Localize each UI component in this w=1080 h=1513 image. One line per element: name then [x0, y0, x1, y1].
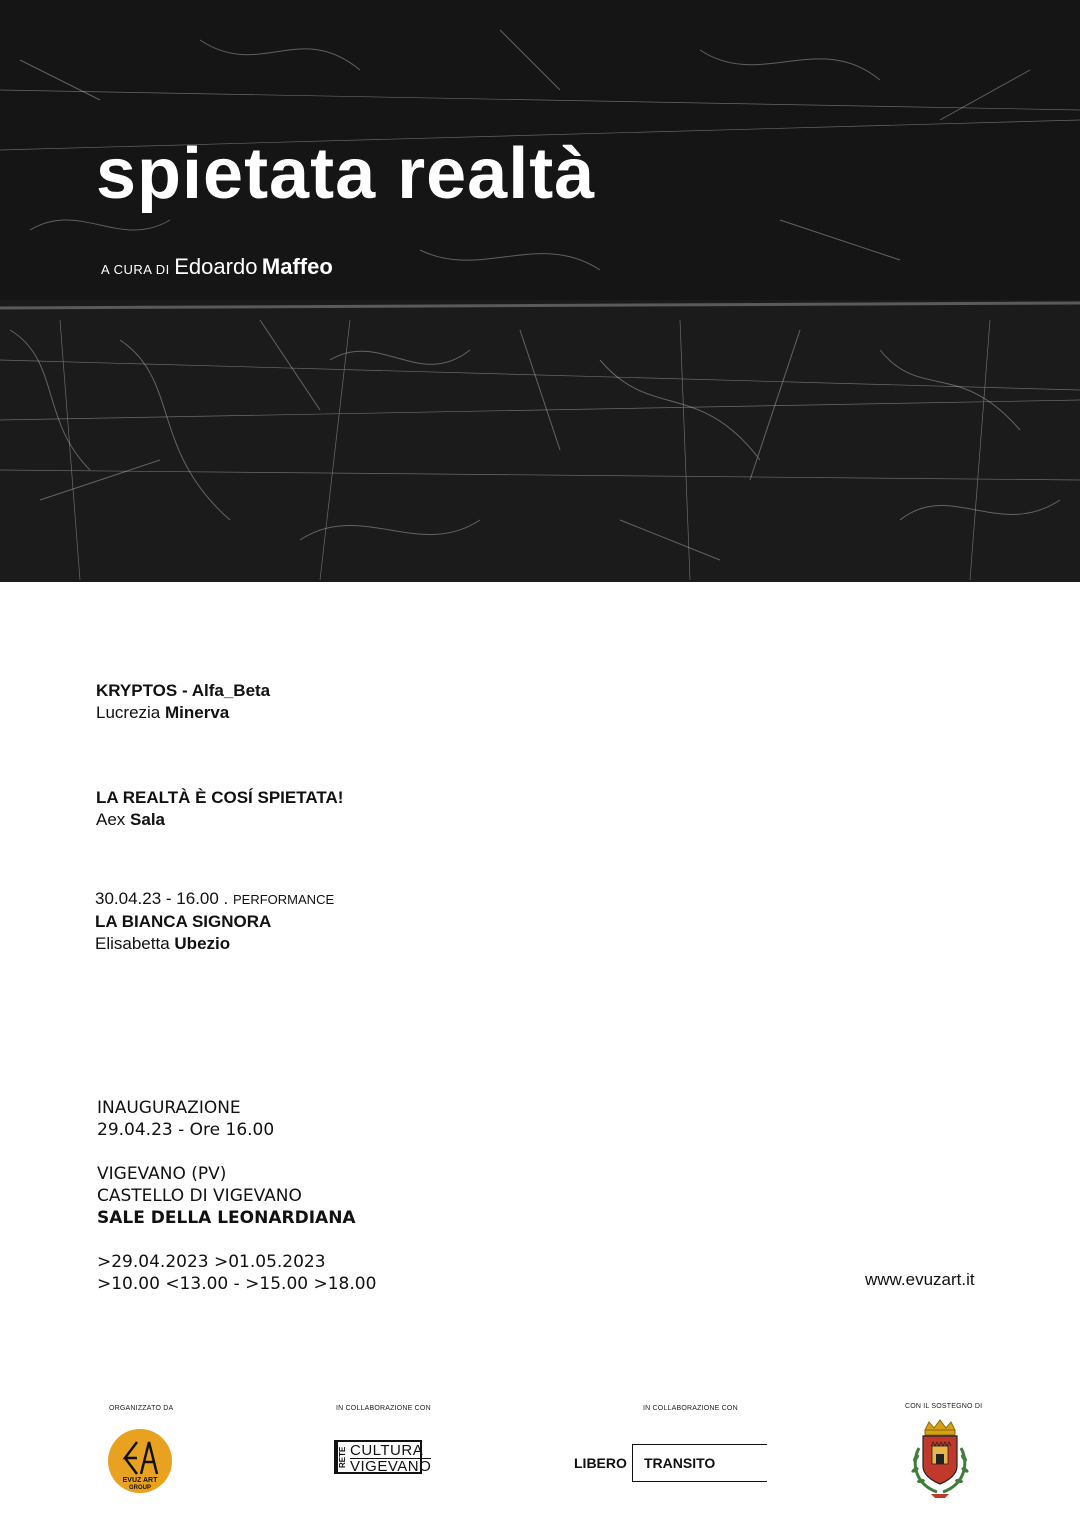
support-caption: CON IL SOSTEGNO DI	[905, 1403, 983, 1410]
performance-when	[95, 888, 334, 911]
logo-line2: VIGEVANO	[350, 1458, 432, 1475]
work-2	[96, 787, 343, 831]
work-title: LA REALTÀ È COSÍ SPIETATA!	[96, 788, 344, 807]
performance-label: PERFORMANCE	[233, 892, 335, 907]
inauguration-label: INAUGURAZIONE	[97, 1098, 241, 1118]
work-artist	[96, 702, 270, 724]
logo-line1: CULTURA	[350, 1442, 424, 1459]
performance-artist	[95, 933, 334, 955]
organizer-caption: ORGANIZZATO DA	[109, 1405, 174, 1412]
vigevano-coat-of-arms	[907, 1418, 973, 1502]
website-link[interactable]: www.evuzart.it	[865, 1270, 975, 1289]
curator-line	[101, 256, 333, 278]
collab2-caption: IN COLLABORAZIONE CON	[643, 1405, 738, 1412]
artist-last-name: Minerva	[165, 703, 230, 722]
work-artist	[96, 809, 343, 831]
curator-first-name: Edoardo	[174, 254, 258, 279]
logo-text-line2: GROUP	[128, 1485, 152, 1491]
rete-cultura-vigevano-logo	[334, 1440, 432, 1475]
logo-word2: TRANSITO	[644, 1455, 716, 1471]
venue	[97, 1163, 356, 1229]
artist-first-name: Lucrezia	[96, 703, 161, 722]
performance-title: LA BIANCA SIGNORA	[95, 912, 272, 931]
logo-word1: LIBERO	[574, 1455, 627, 1471]
logo-side-text: RETE	[336, 1442, 350, 1472]
curator-prefix: A CURA DI	[101, 262, 170, 277]
schedule-dates: >29.04.2023 >01.05.2023	[97, 1252, 326, 1272]
hero-banner	[0, 0, 1080, 582]
artist-first-name: Aex	[96, 810, 126, 829]
exhibition-title: spietata realtà	[96, 134, 596, 214]
work-title: KRYPTOS - Alfa_Beta	[96, 681, 271, 700]
venue-city: VIGEVANO (PV)	[97, 1164, 227, 1184]
work-1	[96, 680, 270, 724]
inauguration-date: 29.04.23 - Ore 16.00	[97, 1120, 275, 1140]
artist-first-name: Elisabetta	[95, 934, 170, 953]
venue-rooms: SALE DELLA LEONARDIANA	[97, 1208, 356, 1228]
scratched-texture	[0, 0, 1080, 582]
artist-last-name: Ubezio	[174, 934, 231, 953]
collab1-caption: IN COLLABORAZIONE CON	[336, 1405, 431, 1412]
performance	[95, 888, 334, 955]
evuz-art-group-logo	[107, 1428, 173, 1494]
venue-place: CASTELLO DI VIGEVANO	[97, 1186, 302, 1206]
inauguration	[97, 1097, 274, 1141]
logo-text-line1: EVUZ ART	[122, 1477, 158, 1484]
libero-transito-logo	[574, 1444, 769, 1482]
schedule-hours: >10.00 <13.00 - >15.00 >18.00	[97, 1274, 377, 1294]
artist-last-name: Sala	[130, 810, 166, 829]
performance-datetime: 30.04.23 - 16.00 .	[95, 889, 229, 908]
schedule	[97, 1251, 376, 1295]
curator-last-name: Maffeo	[261, 254, 333, 279]
